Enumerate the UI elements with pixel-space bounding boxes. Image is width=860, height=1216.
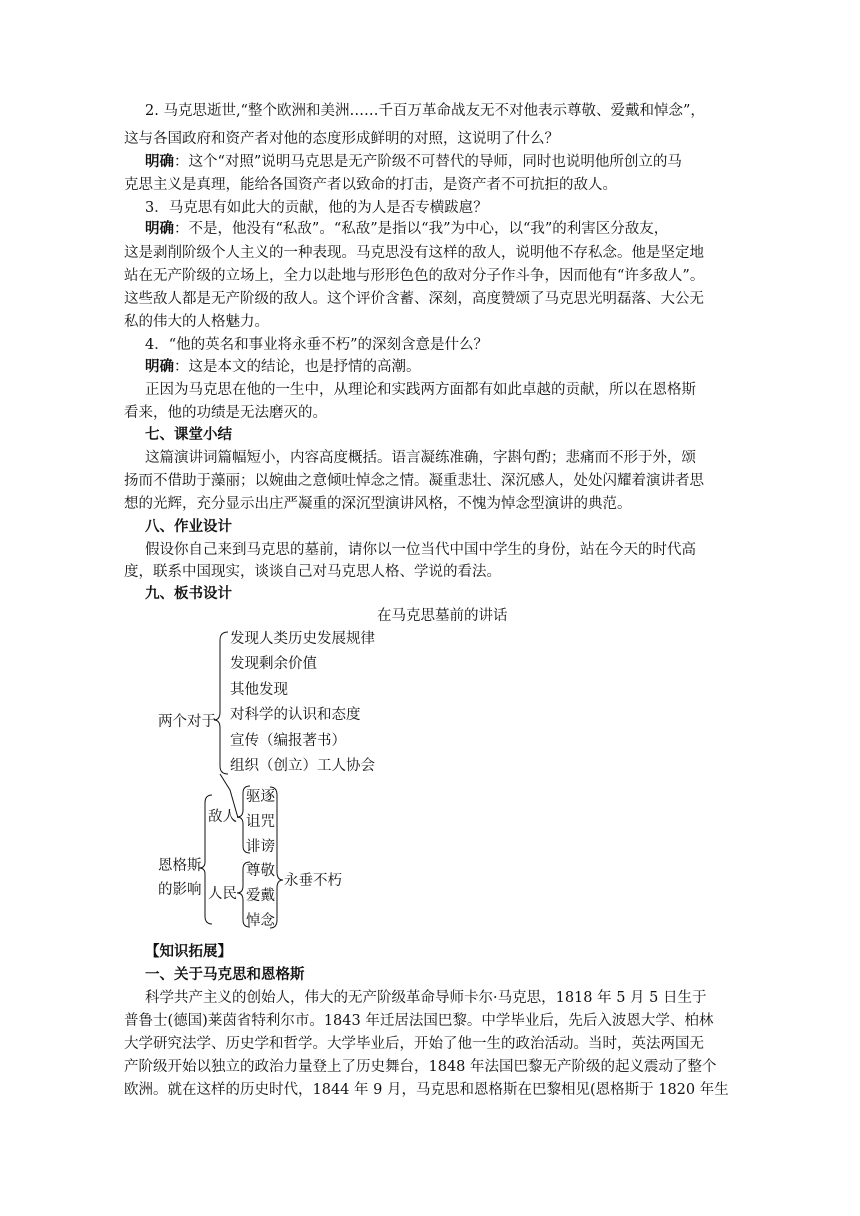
q4-answer-text: ：这是本文的结论，也是抒情的高潮。 xyxy=(174,359,421,375)
q4-extra-line1: 正因为马克思在他的一生中，从理论和实践两方面都有如此卓越的贡献，所以在恩格斯 xyxy=(145,382,696,398)
people-item-3: 悼念 xyxy=(246,913,275,929)
q4-answer-label: 明确 xyxy=(145,359,174,375)
section7-heading: 七、课堂小结 xyxy=(145,427,232,443)
q3-answer-text1: ：不是，他没有“私敌”。“私敌”是指以“我”为中心，以“我”的利害区分敌友， xyxy=(174,221,669,237)
knowledge-line4: 产阶级开始以独立的政治力量登上了历史舞台，1848 年法国巴黎无产阶级的起义震动了整个 xyxy=(124,1059,717,1075)
group1-item-4: 对科学的认识和态度 xyxy=(230,707,361,723)
section8-line2: 度，联系中国现实，谈谈自己对马克思人格、学说的看法。 xyxy=(124,564,501,580)
group1-item-2: 发现剩余价值 xyxy=(230,656,317,672)
q4-text: 4．“他的英名和事业将永垂不朽”的深刻含意是什么？ xyxy=(145,337,489,353)
section7-line2: 扬而不借助于藻丽；以婉曲之意倾吐悼念之情。凝重悲壮、深沉感人，处处闪耀着演讲者思 xyxy=(124,473,704,489)
enemy-item-2: 诅咒 xyxy=(246,814,275,830)
knowledge-line1: 科学共产主义的创始人，伟大的无产阶级革命导师卡尔·马克思，1818 年 5 月 5 日生于 xyxy=(145,990,707,1006)
q3-answer-line5: 私的伟大的人格魅力。 xyxy=(124,314,269,330)
group1-item-6: 组织（创立）工人协会 xyxy=(230,758,375,774)
q3-answer-label: 明确 xyxy=(145,221,174,237)
section9-heading: 九、板书设计 xyxy=(145,586,232,602)
people-item-1: 尊敬 xyxy=(246,863,275,879)
q3-answer-line4: 这些敌人都是无产阶级的敌人。这个评价含蓄、深刻，高度赞颂了马克思光明磊落、大公无 xyxy=(124,291,704,307)
q4-extra-line2: 看来，他的功绩是无法磨灭的。 xyxy=(124,405,327,421)
group2-label-line2: 的影响 xyxy=(158,882,202,898)
knowledge-line2: 普鲁士(德国)莱茵省特利尔市。1843 年迁居法国巴黎。中学毕业后，先后入波恩大学、柏林 xyxy=(124,1013,714,1029)
group1-item-1: 发现人类历史发展规律 xyxy=(230,631,375,647)
q3-text: 3．马克思有如此大的贡献，他的为人是否专横跋扈？ xyxy=(145,200,488,216)
people-label: 人民 xyxy=(208,886,237,902)
q2-text-line2: 这与各国政府和资产者对他的态度形成鲜明的对照，这说明了什么？ xyxy=(124,131,559,147)
group2-label-line1: 恩格斯 xyxy=(158,858,202,874)
board-title: 在马克思墓前的讲话 xyxy=(377,608,508,624)
group1-item-5: 宣传（编报著书） xyxy=(230,733,346,749)
group1-label: 两个对于 xyxy=(158,714,216,730)
enemy-label: 敌人 xyxy=(208,809,237,825)
group1-item-3: 其他发现 xyxy=(230,682,288,698)
q2-answer-label: 明确 xyxy=(145,154,174,170)
section7-line1: 这篇演讲词篇幅短小，内容高度概括。语言凝练准确，字斟句酌；悲痛而不形于外，颂 xyxy=(145,450,696,466)
knowledge-heading: 【知识拓展】 xyxy=(145,944,232,960)
section8-line1: 假设你自己来到马克思的墓前，请你以一位当代中国中学生的身份，站在今天的时代高 xyxy=(145,542,696,558)
q3-answer-line3: 站在无产阶级的立场上，全力以赴地与形形色色的敌对分子作斗争，因而他有“许多敌人”。 xyxy=(124,268,705,284)
q2-text-line1: 2. 马克思逝世,“整个欧洲和美洲……千百万革命战友无不对他表示尊敬、爱戴和悼念”， xyxy=(145,103,705,119)
section7-line3: 想的光辉，充分显示出庄严凝重的深沉型演讲风格，不愧为悼念型演讲的典范。 xyxy=(124,496,632,512)
enemy-item-1: 驱逐 xyxy=(246,789,275,805)
q3-answer-line2: 这是剥削阶级个人主义的一种表现。马克思没有这样的敌人，说明他不存私念。他是坚定地 xyxy=(124,245,704,261)
people-item-2: 爱戴 xyxy=(246,888,275,904)
q2-answer-text1: ：这个“对照”说明马克思是无产阶级不可替代的导师，同时也说明他所创立的马 xyxy=(174,154,682,170)
knowledge-sub1: 一、关于马克思和恩格斯 xyxy=(145,967,305,983)
section8-heading: 八、作业设计 xyxy=(145,519,232,535)
knowledge-line5: 欧洲。就在这样的历史时代，1844 年 9 月，马克思和恩格斯在巴黎相见(恩格斯于 1820 年生 xyxy=(124,1082,729,1098)
q2-answer-line2: 克思主义是真理，能给各国资产者以致命的打击，是资产者不可抗拒的敌人。 xyxy=(124,177,617,193)
enemy-item-3: 诽谤 xyxy=(246,839,275,855)
conclusion-label: 永垂不朽 xyxy=(284,873,342,889)
knowledge-line3: 大学研究法学、历史学和哲学。大学毕业后，开始了他一生的政治活动。当时，英法两国无 xyxy=(124,1036,704,1052)
